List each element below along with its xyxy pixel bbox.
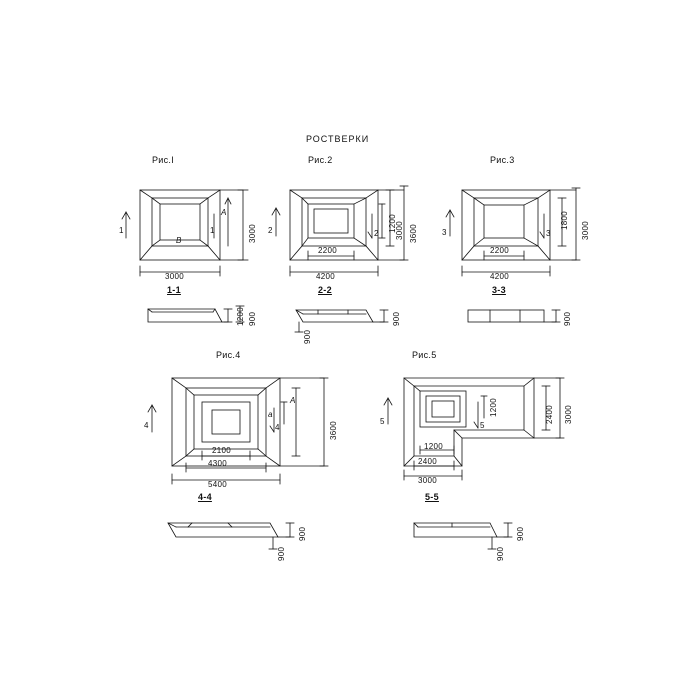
figure-5-dim-inner-height: 1200 (489, 398, 498, 417)
figure-2-dim-width: 4200 (316, 272, 335, 281)
figure-5-dim-inner-width2: 1200 (424, 442, 443, 451)
figure-5-caption: Рис.5 (412, 350, 437, 360)
figure-2-mark-left: 2 (268, 226, 273, 235)
figure-1-dim-width: 3000 (165, 272, 184, 281)
figure-3-dim-width: 4200 (490, 272, 509, 281)
figure-1-caption: Рис.I (152, 155, 175, 165)
figure-5-depth-900b: 900 (496, 546, 505, 561)
figure-5-section (414, 523, 512, 549)
figure-4-letter-a-small: a (268, 410, 273, 419)
figure-2-section (295, 310, 388, 332)
figure-2-dim-height2: 3600 (409, 224, 418, 243)
figure-1-section (148, 306, 244, 322)
figure-4-depth-900b: 900 (277, 546, 286, 561)
figure-2-section-label: 2-2 (318, 285, 332, 295)
figure-5-depth-900a: 900 (516, 526, 525, 541)
figure-4-mark-right: 4 (275, 423, 280, 432)
figure-4-letter-a: A (290, 396, 296, 405)
figure-1-mark-right: 1 (210, 226, 215, 235)
figure-3-caption: Рис.3 (490, 155, 515, 165)
figure-2-dim-height: 3000 (395, 221, 404, 240)
figure-3-mark-right: 3 (546, 229, 551, 238)
figure-4-caption: Рис.4 (216, 350, 241, 360)
figure-4-section-label: 4-4 (198, 492, 212, 502)
figure-1-depth-1200: 1200 (236, 307, 245, 326)
figure-4-section (168, 523, 294, 549)
figure-4-plan (148, 378, 328, 484)
figure-2-dim-inner-width: 2200 (318, 246, 337, 255)
figure-3-plan (446, 188, 580, 276)
figure-3-depth-900: 900 (563, 311, 572, 326)
figure-4-dim-height: 3600 (329, 421, 338, 440)
figure-2-depth-900a: 900 (392, 311, 401, 326)
figure-3-dim-height: 3000 (581, 221, 590, 240)
figure-1-mark-left: 1 (119, 226, 124, 235)
figure-1-plan (122, 190, 248, 276)
figure-5-dim-height: 3000 (564, 405, 573, 424)
figure-3-section-label: 3-3 (492, 285, 506, 295)
figure-4-dim-inner-width: 4300 (208, 459, 227, 468)
figure-3-mark-left: 3 (442, 228, 447, 237)
figure-3-section (468, 310, 560, 322)
figure-5-dim-height2: 2400 (545, 405, 554, 424)
figure-1-letter-b: B (176, 236, 182, 245)
figure-4-depth-900a: 900 (298, 526, 307, 541)
figure-2-dim-inner-height: 1200 (388, 214, 397, 233)
figure-5-dim-inner-width: 2400 (418, 457, 437, 466)
figure-1-section-label: 1-1 (167, 285, 181, 295)
figure-5-mark-right: 5 (480, 421, 485, 430)
drawing-title: РОСТВЕРКИ (306, 134, 370, 144)
figure-1-letter-a: A (221, 208, 227, 217)
figure-5-mark-left: 5 (380, 417, 385, 426)
figure-2-depth-900b: 900 (303, 329, 312, 344)
figure-4-dim-width: 5400 (208, 480, 227, 489)
figure-2-caption: Рис.2 (308, 155, 333, 165)
figure-5-plan (384, 378, 564, 480)
figure-5-section-label: 5-5 (425, 492, 439, 502)
figure-4-mark-left: 4 (144, 421, 149, 430)
figure-3-dim-inner-height: 1800 (560, 211, 569, 230)
figure-3-dim-inner-width: 2200 (490, 246, 509, 255)
figure-1-depth-900: 900 (248, 311, 257, 326)
figure-1-dim-height: 3000 (248, 224, 257, 243)
figure-2-mark-right: 2 (374, 229, 379, 238)
figure-5-dim-width: 3000 (418, 476, 437, 485)
figure-4-dim-inner-width2: 2100 (212, 446, 231, 455)
